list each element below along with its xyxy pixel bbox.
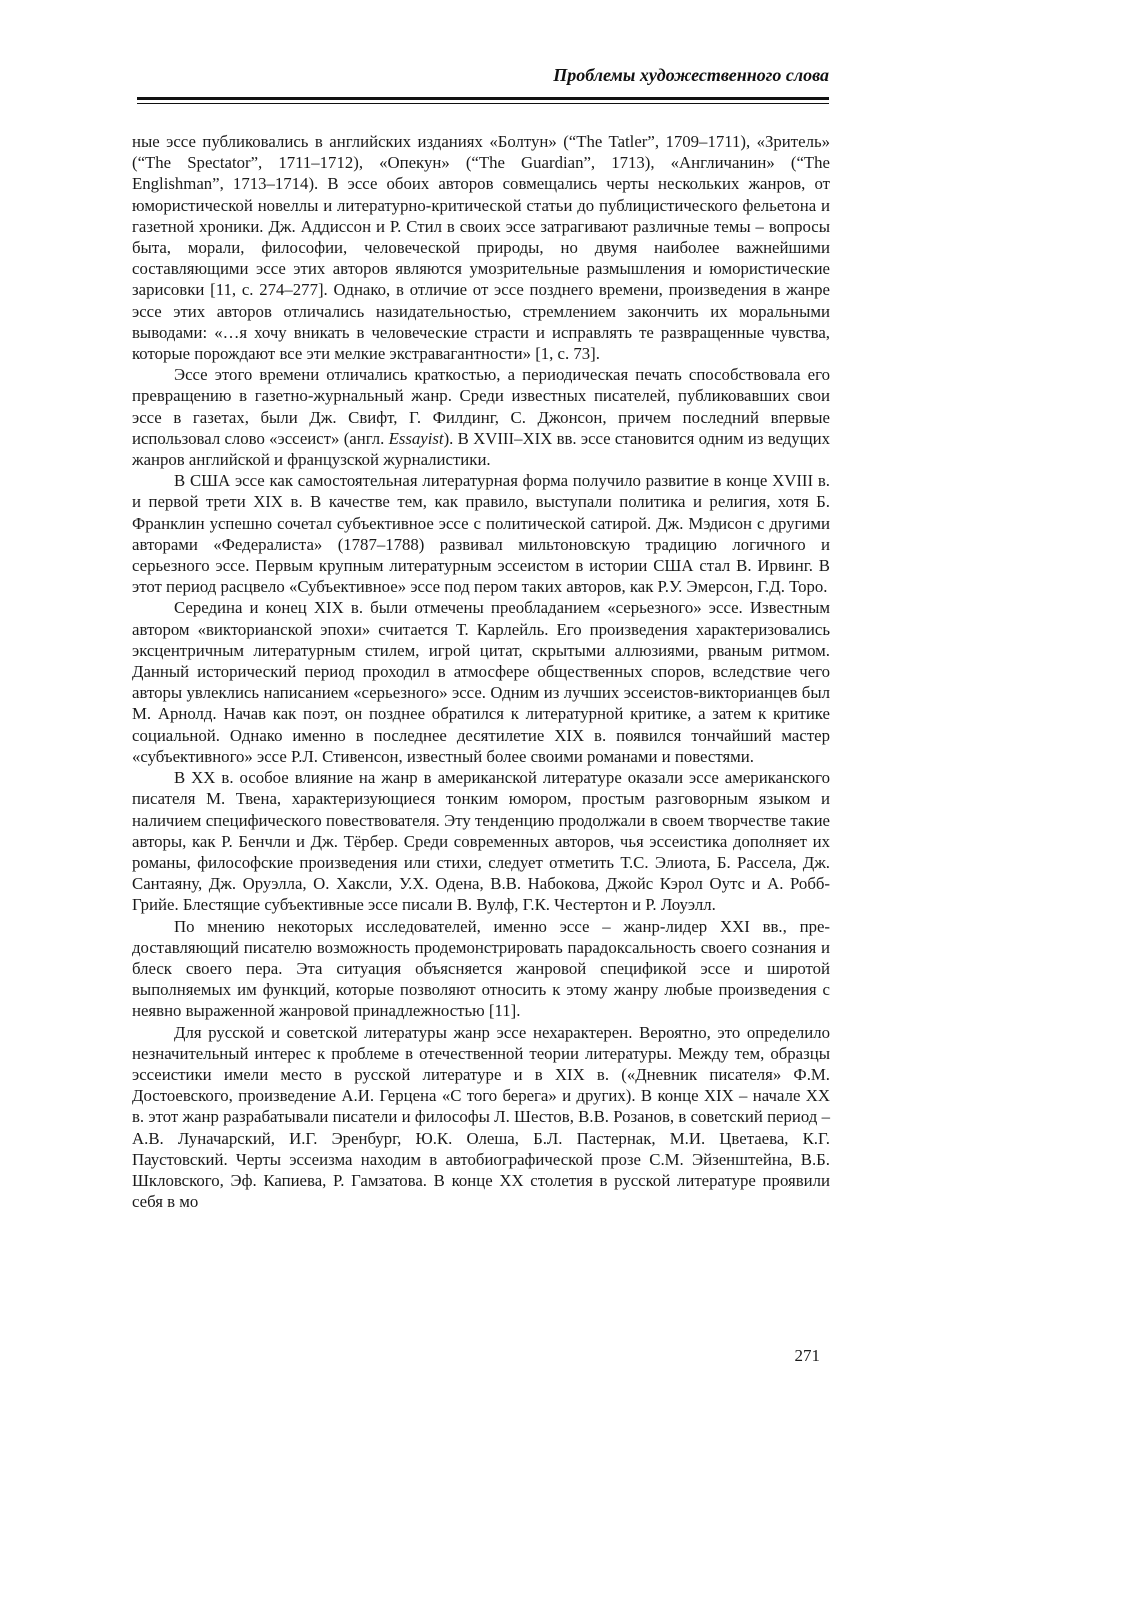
paragraph-continued: ные эссе публиковались в английских изданиях «Болтун» (“The Tatler”, 1709–1711), «Зритель» (“The Spectator”, 1711–1712), «Опекун» (“The Guardian”, 1713), «Англичанин» (“The Englishman”, 1713–1714). В эссе обоих авторов совмещались черты нескольких жанров, от юмористической новеллы и литературно-критической статьи до публицистического фельетона и газетной хроники. Дж. Аддиссон и Р. Стил в своих эссе затрагивают различные темы – вопросы быта, морали, философии, человеческой природы, но двумя наиболее важнейшими составляющими эссе этих авторов являются умозрительные размышления и юмористические зарисовки [11, с. 274–277]. Однако, в отличие от эссе позднего времени, произведения в жанре эссе этих авторов отличались назидательностью, стремлением закончить их моральными выводами: «…я хочу вникать в человеческие страсти и исправлять те развращенные чувства, которые порождают все эти мелкие экстравагантности» [1, с. 73]. <box>132 132 830 364</box>
body-text <box>132 131 830 1212</box>
header-rule-thick <box>137 97 829 100</box>
paragraph: Середина и конец XIX в. были отмечены преобладанием «серьезного» эссе. Известным автором «викторианской эпохи» считается Т. Карлейль. Его произведения характеризовались эксцентричным литературным стилем, игрой цитат, скрытыми аллюзиями, рваным ритмом. Данный исторический период проходил в атмосфере общественных споров, вследствие чего авторы увлеклись написанием «серьезного» эссе. Одним из лучших эссеистов-викторианцев был М. Арнолд. Начав как поэт, он позднее обратился к литературной критике, а затем к критике социальной. Однако именно в последнее десятилетие XIX в. появился тончайший мастер «субъективного» эссе Р.Л. Стивенсон, известный более своими романами и повестями. <box>132 598 830 766</box>
paragraph: Эссе этого времени отличались краткостью, а периодическая печать способствовала его превращению в газетно-журнальный жанр. Среди известных писателей, публиковавших свои эссе в газетах, были Дж. Свифт, Г. Филдинг, С. Джонсон, причем последний впервые использовал слово «эссеист» (англ. Essayist). В XVIII–XIX вв. эссе становится одним из ведущих жанров английской и французской журналистики. <box>132 365 830 470</box>
page-number: 271 <box>794 1346 820 1365</box>
running-header: Проблемы художественного слова <box>553 65 829 85</box>
paragraph: Для русской и советской литературы жанр эссе нехарактерен. Вероятно, это определило незначительный интерес к проблеме в отечественной теории литературы. Между тем, образцы эссеистики имели место в русской литературе и в XIX в. («Дневник писателя» Ф.М. Достоевского, произведение А.И. Герцена «С того берега» и других). В конце XIX – начале XX в. этот жанр разрабатывали писатели и философы Л. Шестов, В.В. Розанов, в советский период – А.В. Луначарский, И.Г. Эренбург, Ю.К. Олеша, Б.Л. Пастернак, М.И. Цветаева, К.Г. Паустовский. Черты эссеизма находим в автобиографической прозе С.М. Эйзенштейна, В.Б. Шкловского, Эф. Капиева, Р. Гамзатова. В конце XX столетия в русской литературе проявили себя в мо <box>132 1022 830 1212</box>
italic-term: Essayist <box>388 428 444 448</box>
paragraph: В США эссе как самостоятельная литературная форма получило развитие в конце XVIII в. и первой трети XIX в. В качестве тем, как правило, выступали политика и религия, хотя Б. Франклин успешно сочетал субъективное эссе с политической сатирой. Дж. Мэдисон с другими авторами «Федералиста» (1787–1788) развивал мильтоновскую традицию логичного и серьезного эссе. Первым крупным литературным эссеистом в истории США стал В. Ирвинг. В этот период расцвело «Субъективное» эссе под пером таких авторов, как Р.У. Эмерсон, Г.Д. Торо. <box>132 471 830 597</box>
paragraph: В XX в. особое влияние на жанр в американской литературе оказали эссе американского писателя М. Твена, характеризующиеся тонким юмором, простым разговорным языком и наличием специфического повествователя. Эту тенденцию продолжали в своем творчестве такие авторы, как Р. Бенчли и Дж. Тёрбер. Среди современных авторов, чья эссеистика дополняет их романы, философские произведения или стихи, следует отметить Т.С. Элиота, Б. Рассела, Дж. Сантаяну, Дж. Оруэлла, О. Хаксли, У.Х. Одена, В.В. Набокова, Джойс Кэрол Оутс и А. Робб-Грийе. Блестящие субъективные эссе писали В. Вулф, Г.К. Честертон и Р. Лоуэлл. <box>132 768 830 915</box>
paragraph: По мнению некоторых исследователей, именно эссе – жанр-лидер XXI вв., предоставляющий писателю возможность продемонстрировать парадоксальность своего сознания и блеск своего пера. Эта ситуация объясняется жанровой спецификой эссе и широтой выполняемых им функций, которые позволяют относить к этому жанру любые произведения с неявно выраженной жанровой принадлежностью [11]. <box>132 916 830 1021</box>
header-rule-thin <box>137 103 829 104</box>
